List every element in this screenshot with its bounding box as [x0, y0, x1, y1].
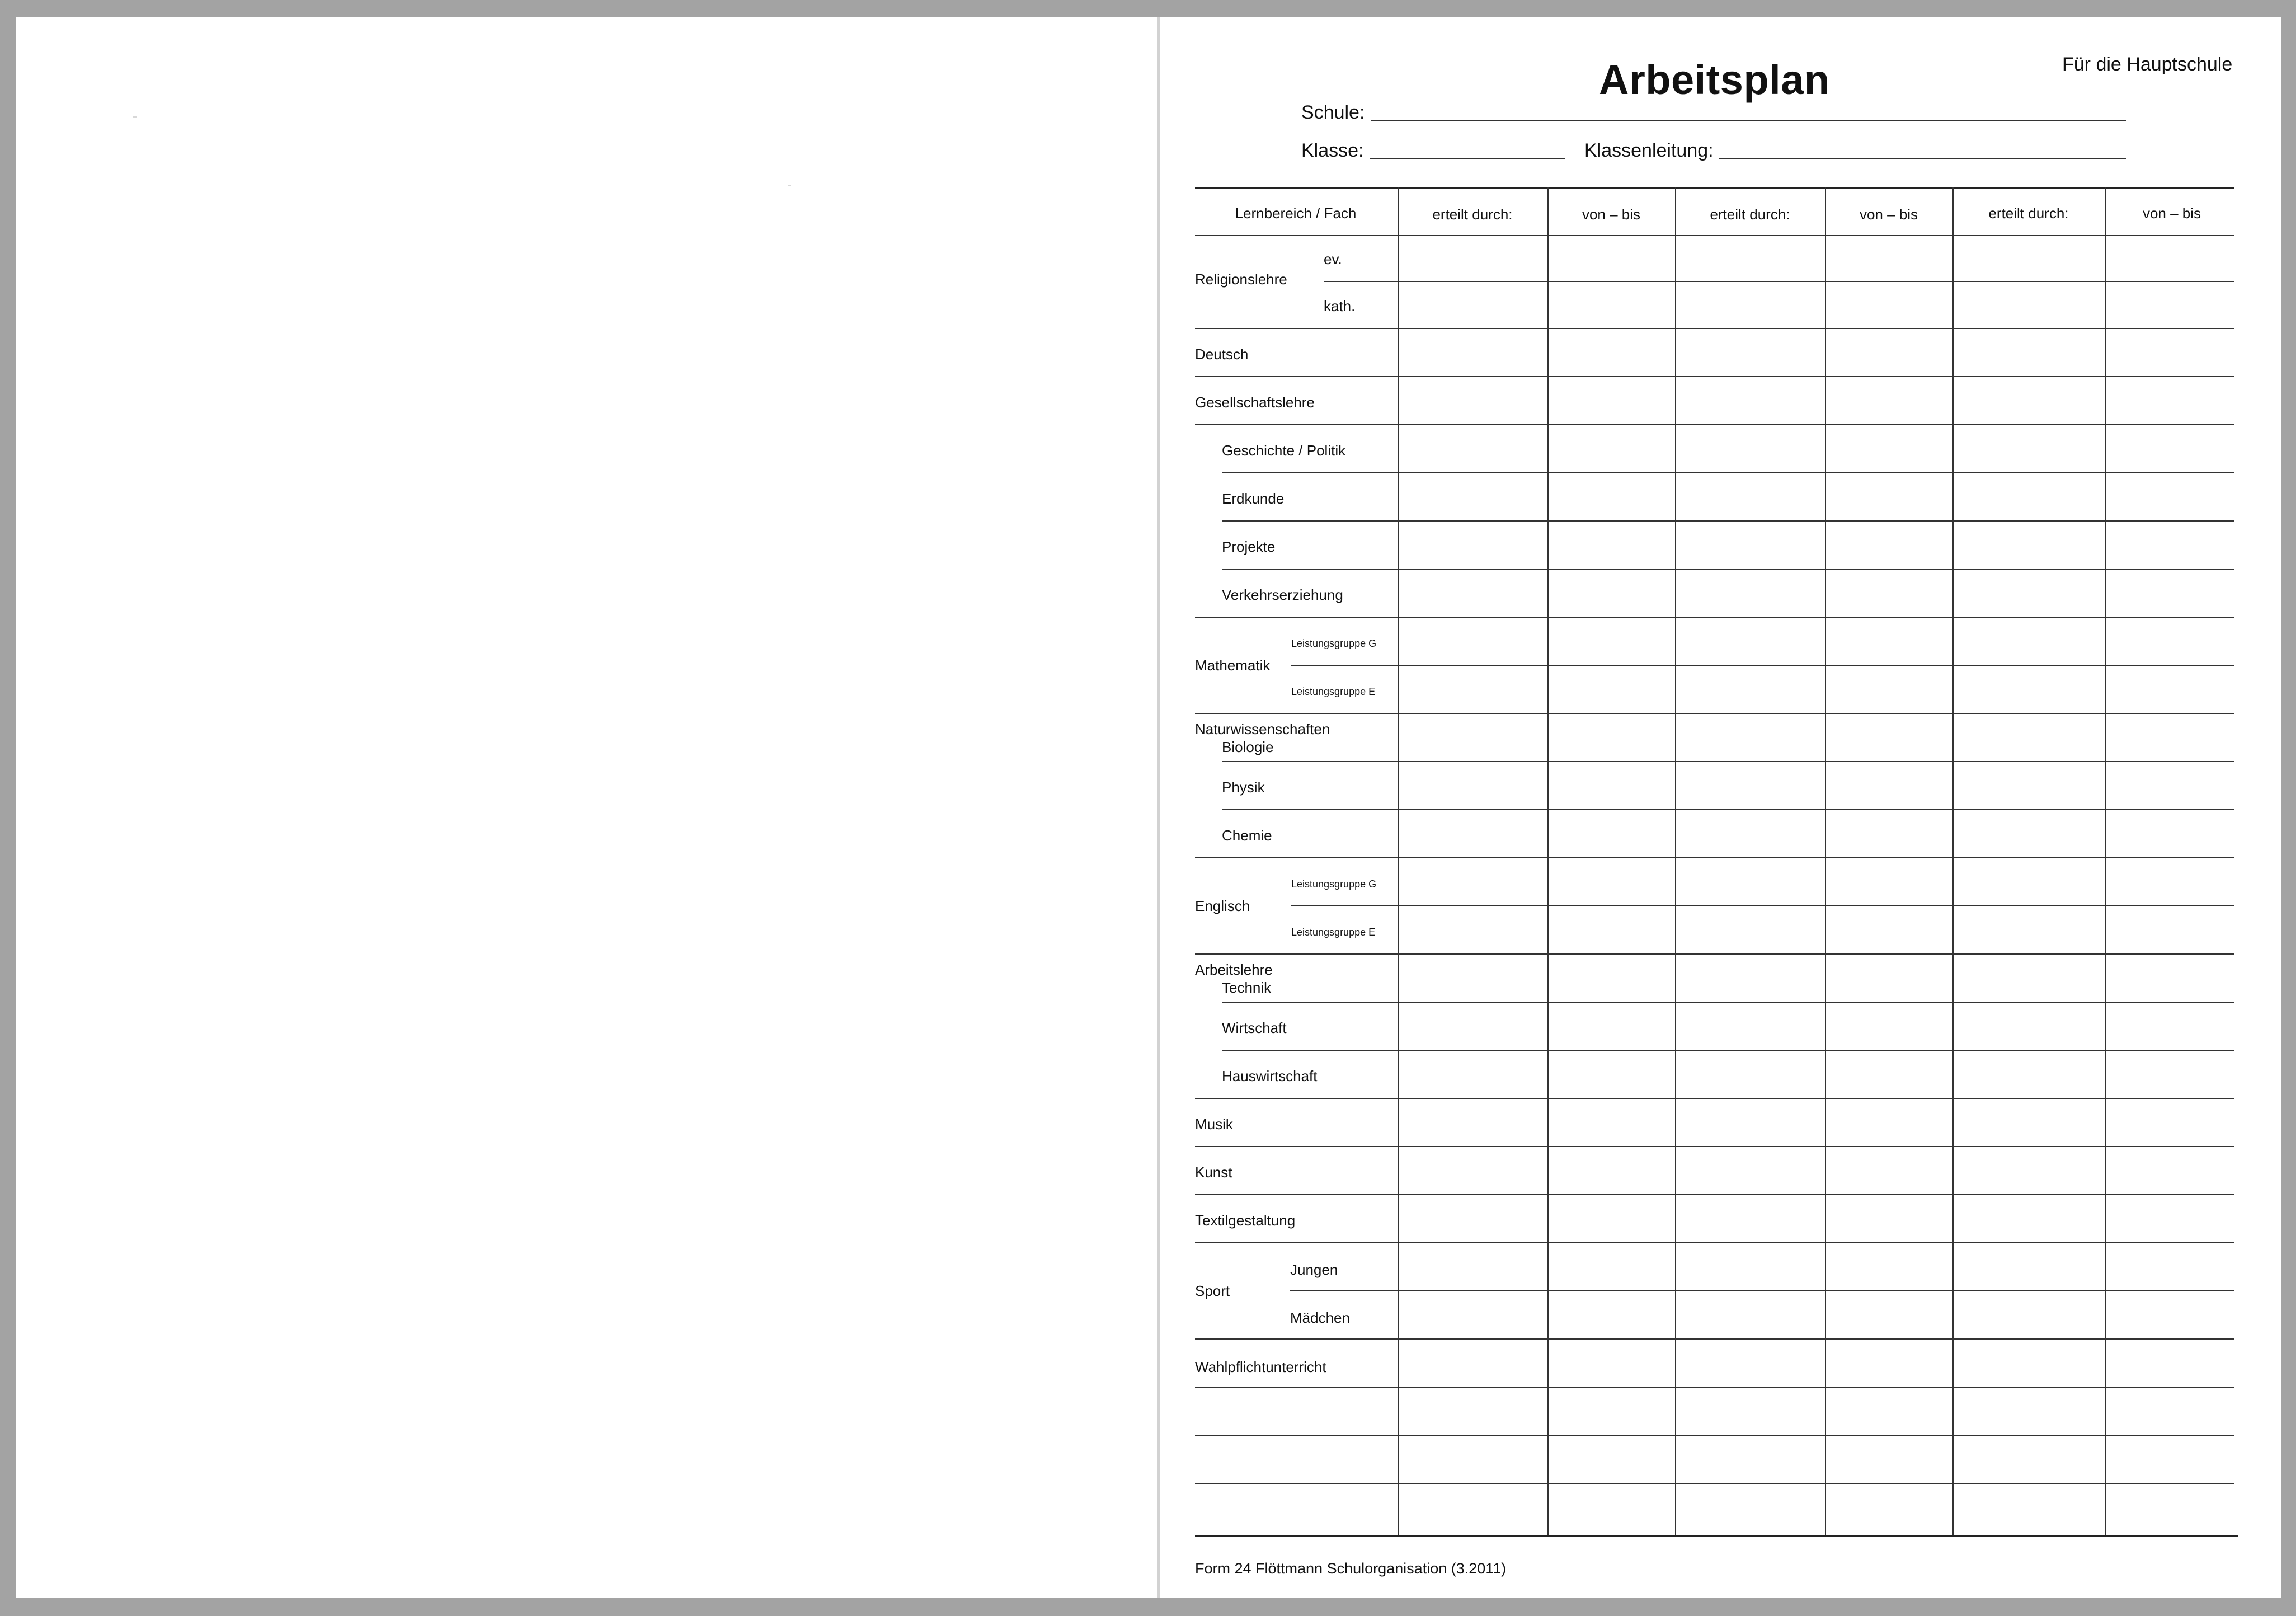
paper-speck	[133, 116, 137, 118]
table-row-line	[1222, 1050, 2234, 1051]
class-input-line[interactable]	[1370, 158, 1565, 159]
table-row-line	[1195, 857, 2234, 858]
table-row-line	[1195, 424, 2234, 425]
table-column-line	[1952, 187, 1954, 1535]
table-column-line	[1675, 187, 1676, 1535]
header-period: von – bis	[1582, 206, 1641, 223]
table-row-line	[1195, 1338, 2234, 1340]
left-blank-page	[16, 17, 1157, 1598]
table-column-line	[1547, 187, 1549, 1535]
table-row-line	[1291, 905, 2234, 906]
subject-religion-kath: kath.	[1324, 298, 1356, 314]
header-taught-by: erteilt durch:	[1710, 206, 1790, 223]
table-row-line	[1222, 1002, 2234, 1003]
subject-math-group-e: Leistungsgruppe E	[1291, 686, 1376, 697]
subject-musik: Musik	[1195, 1116, 1233, 1133]
subject-sport-maedchen: Mädchen	[1290, 1309, 1350, 1326]
table-column-line	[2105, 187, 2106, 1535]
table-row-line	[1195, 235, 2234, 236]
subject-wirtschaft: Wirtschaft	[1222, 1020, 1287, 1036]
table-row-line	[1290, 1290, 2234, 1291]
table-row-line	[1291, 665, 2234, 666]
table-row-line	[1195, 1242, 2234, 1243]
table-column-line	[1398, 187, 1399, 1535]
table-row-line	[1195, 1483, 2234, 1484]
header-subject-area: Lernbereich / Fach	[1235, 205, 1357, 222]
subject-geschichte-politik: Geschichte / Politik	[1222, 442, 1346, 459]
subject-projekte: Projekte	[1222, 538, 1276, 555]
table-row-line	[1222, 569, 2234, 570]
table-row-line	[1195, 1387, 2234, 1388]
subject-wahlpflichtunterricht: Wahlpflichtunterricht	[1195, 1359, 1326, 1375]
paper-speck	[788, 185, 791, 186]
table-row-line	[1195, 617, 2234, 618]
form-footer: Form 24 Flöttmann Schulorganisation (3.2011)	[1195, 1560, 1507, 1577]
table-row-line	[1222, 472, 2234, 473]
subject-religion: Religionslehre	[1195, 271, 1287, 288]
subject-erdkunde: Erdkunde	[1222, 490, 1285, 507]
subject-english-group-e: Leistungsgruppe E	[1291, 927, 1376, 938]
table-column-line	[1825, 187, 1826, 1535]
subject-naturwissenschaften: Naturwissenschaften	[1195, 721, 1330, 737]
subject-biologie: Biologie	[1222, 739, 1274, 755]
subject-religion-ev: ev.	[1324, 251, 1342, 267]
subject-chemie: Chemie	[1222, 827, 1272, 844]
class-teacher-input-line[interactable]	[1719, 158, 2126, 159]
header-taught-by: erteilt durch:	[1432, 206, 1513, 223]
school-label: Schule:	[1301, 102, 1365, 123]
subject-physik: Physik	[1222, 779, 1265, 796]
subject-kunst: Kunst	[1195, 1164, 1232, 1181]
school-type-label: Für die Hauptschule	[2062, 54, 2233, 75]
table-row-line	[1195, 1146, 2234, 1147]
table-row-line	[1222, 520, 2234, 522]
subject-sport-jungen: Jungen	[1290, 1261, 1338, 1278]
subject-technik: Technik	[1222, 979, 1272, 996]
school-input-line[interactable]	[1371, 120, 2126, 121]
table-row-line	[1195, 1098, 2234, 1099]
table-row-line	[1195, 1194, 2234, 1195]
class-teacher-label: Klassenleitung:	[1584, 140, 1714, 161]
subject-hauswirtschaft: Hauswirtschaft	[1222, 1068, 1318, 1084]
table-row-line	[1222, 809, 2234, 810]
subject-english-group-g: Leistungsgruppe G	[1291, 879, 1377, 890]
subject-sport: Sport	[1195, 1283, 1230, 1299]
header-period: von – bis	[2142, 205, 2201, 222]
subject-gesellschaftslehre: Gesellschaftslehre	[1195, 394, 1315, 411]
form-title: Arbeitsplan	[1599, 57, 1830, 103]
subject-math-group-g: Leistungsgruppe G	[1291, 638, 1377, 649]
table-top-rule	[1195, 187, 2234, 189]
table-row-line	[1195, 953, 2234, 955]
subject-textilgestaltung: Textilgestaltung	[1195, 1212, 1296, 1229]
subject-mathematik: Mathematik	[1195, 657, 1271, 674]
header-period: von – bis	[1859, 206, 1918, 223]
table-row-line	[1195, 376, 2234, 377]
table-row-line	[1222, 761, 2234, 762]
table-row-line	[1195, 713, 2234, 714]
subject-englisch: Englisch	[1195, 898, 1250, 914]
table-row-line	[1195, 1435, 2234, 1436]
table-row-line	[1195, 328, 2234, 329]
table-row-line	[1324, 281, 2234, 282]
subject-deutsch: Deutsch	[1195, 346, 1249, 363]
class-label: Klasse:	[1301, 140, 1364, 161]
subject-verkehrserziehung: Verkehrserziehung	[1222, 586, 1343, 603]
table-bottom-rule	[1195, 1535, 2238, 1537]
subject-arbeitslehre: Arbeitslehre	[1195, 961, 1273, 978]
header-taught-by: erteilt durch:	[1988, 205, 2069, 222]
